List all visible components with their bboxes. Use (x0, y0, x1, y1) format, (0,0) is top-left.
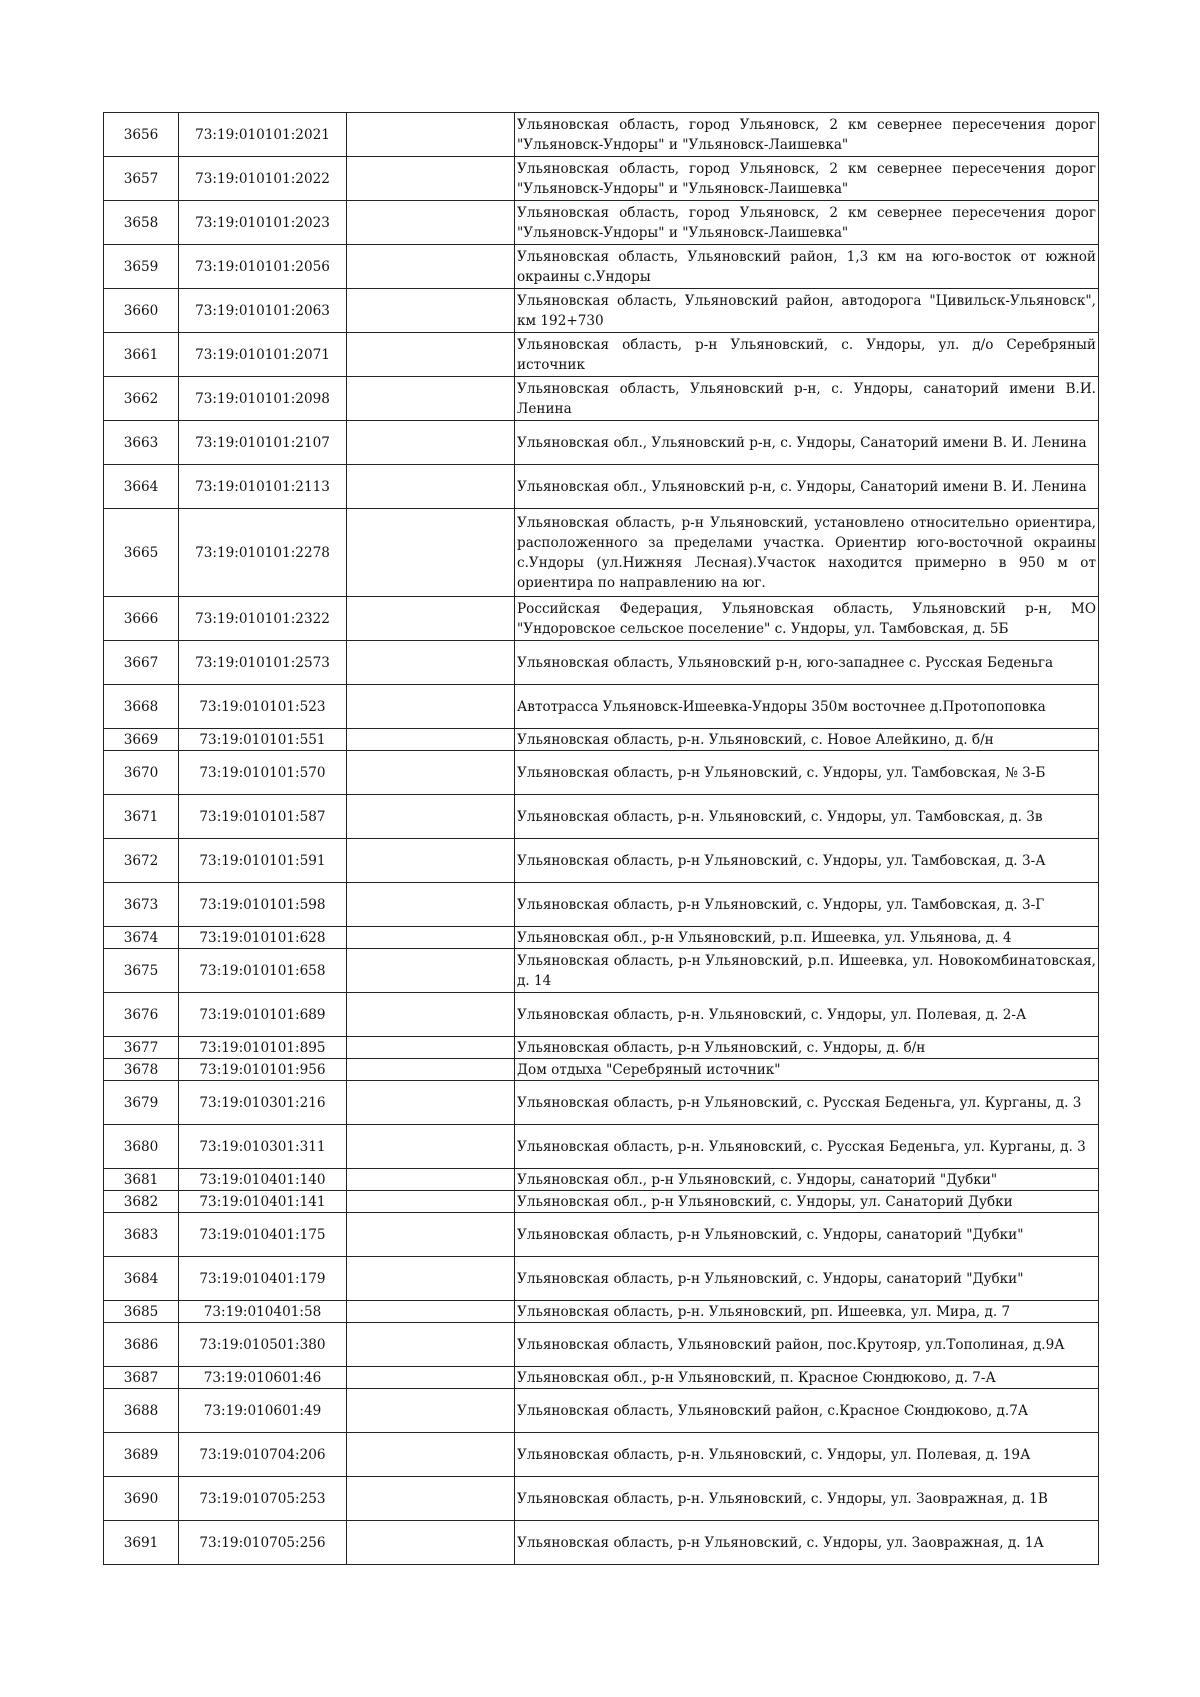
note-cell (347, 1433, 515, 1477)
row-number-cell: 3691 (104, 1521, 179, 1565)
note-cell (347, 751, 515, 795)
table-row (104, 1323, 1099, 1367)
table-row (104, 641, 1099, 685)
row-number-cell: 3676 (104, 993, 179, 1037)
row-number-cell: 3665 (104, 509, 179, 597)
address-cell: Ульяновская область, р-н Ульяновский, с. Ундоры, ул. Тамбовская, д. 3-А (515, 839, 1099, 883)
address-cell: Ульяновская область, р-н Ульяновский, с. Ундоры, санаторий "Дубки" (515, 1257, 1099, 1301)
table-row (104, 509, 1099, 597)
note-cell (347, 157, 515, 201)
table-row (104, 993, 1099, 1037)
row-number-cell: 3681 (104, 1169, 179, 1191)
cadastral-number-cell: 73:19:010101:628 (179, 927, 347, 949)
note-cell (347, 421, 515, 465)
address-cell: Дом отдыха "Серебряный источник" (515, 1059, 1099, 1081)
row-number-cell: 3660 (104, 289, 179, 333)
cadastral-number-cell: 73:19:010401:140 (179, 1169, 347, 1191)
cadastral-number-cell: 73:19:010705:256 (179, 1521, 347, 1565)
row-number-cell: 3684 (104, 1257, 179, 1301)
cadastral-number-cell: 73:19:010101:2098 (179, 377, 347, 421)
note-cell (347, 333, 515, 377)
address-cell: Ульяновская область, р-н. Ульяновский, с. Ундоры, ул. Заовражная, д. 1В (515, 1477, 1099, 1521)
row-number-cell: 3678 (104, 1059, 179, 1081)
address-cell: Ульяновская область, р-н Ульяновский, с. Ундоры, ул. Тамбовская, № 3-Б (515, 751, 1099, 795)
table-row (104, 201, 1099, 245)
address-cell: Ульяновская обл., р-н Ульяновский, п. Красное Сюндюково, д. 7-А (515, 1367, 1099, 1389)
address-cell: Ульяновская обл., р-н Ульяновский, с. Ундоры, ул. Санаторий Дубки (515, 1191, 1099, 1213)
row-number-cell: 3662 (104, 377, 179, 421)
table-row (104, 1081, 1099, 1125)
note-cell (347, 377, 515, 421)
row-number-cell: 3656 (104, 113, 179, 157)
row-number-cell: 3679 (104, 1081, 179, 1125)
cadastral-number-cell: 73:19:010501:380 (179, 1323, 347, 1367)
table-row (104, 927, 1099, 949)
row-number-cell: 3688 (104, 1389, 179, 1433)
address-cell: Ульяновская область, р-н. Ульяновский, с. Ундоры, ул. Полевая, д. 19А (515, 1433, 1099, 1477)
note-cell (347, 509, 515, 597)
land-registry-table (103, 112, 1099, 1565)
note-cell (347, 113, 515, 157)
table-row (104, 883, 1099, 927)
cadastral-number-cell: 73:19:010101:895 (179, 1037, 347, 1059)
cadastral-number-cell: 73:19:010401:175 (179, 1213, 347, 1257)
note-cell (347, 729, 515, 751)
cadastral-number-cell: 73:19:010301:311 (179, 1125, 347, 1169)
row-number-cell: 3682 (104, 1191, 179, 1213)
note-cell (347, 1125, 515, 1169)
note-cell (347, 465, 515, 509)
address-cell: Ульяновская область, р-н Ульяновский, с. Ундоры, д. б/н (515, 1037, 1099, 1059)
table-row (104, 795, 1099, 839)
table-row (104, 245, 1099, 289)
address-cell: Ульяновская область, Ульяновский район, пос.Крутояр, ул.Тополиная, д.9А (515, 1323, 1099, 1367)
note-cell (347, 1257, 515, 1301)
cadastral-number-cell: 73:19:010601:46 (179, 1367, 347, 1389)
address-cell: Ульяновская область, р-н Ульяновский, с. Русская Беденьга, ул. Курганы, д. 3 (515, 1081, 1099, 1125)
cadastral-number-cell: 73:19:010101:2022 (179, 157, 347, 201)
row-number-cell: 3683 (104, 1213, 179, 1257)
address-cell: Ульяновская обл., р-н Ульяновский, р.п. Ишеевка, ул. Ульянова, д. 4 (515, 927, 1099, 949)
table-row (104, 1301, 1099, 1323)
address-cell: Ульяновская область, Ульяновский р-н, с. Ундоры, санаторий имени В.И. Ленина (515, 377, 1099, 421)
cadastral-number-cell: 73:19:010101:2107 (179, 421, 347, 465)
note-cell (347, 1389, 515, 1433)
row-number-cell: 3675 (104, 949, 179, 993)
address-cell: Ульяновская область, р-н Ульяновский, р.п. Ишеевка, ул. Новокомбинатовская, д. 14 (515, 949, 1099, 993)
row-number-cell: 3658 (104, 201, 179, 245)
table-row (104, 289, 1099, 333)
row-number-cell: 3666 (104, 597, 179, 641)
note-cell (347, 1301, 515, 1323)
note-cell (347, 1323, 515, 1367)
row-number-cell: 3661 (104, 333, 179, 377)
cadastral-number-cell: 73:19:010101:2056 (179, 245, 347, 289)
cadastral-number-cell: 73:19:010101:2023 (179, 201, 347, 245)
table-row (104, 1125, 1099, 1169)
cadastral-number-cell: 73:19:010704:206 (179, 1433, 347, 1477)
address-cell: Автотрасса Ульяновск-Ишеевка-Ундоры 350м восточнее д.Протопоповка (515, 685, 1099, 729)
cadastral-number-cell: 73:19:010401:58 (179, 1301, 347, 1323)
cadastral-number-cell: 73:19:010101:2113 (179, 465, 347, 509)
note-cell (347, 1081, 515, 1125)
cadastral-number-cell: 73:19:010301:216 (179, 1081, 347, 1125)
table-row (104, 1191, 1099, 1213)
row-number-cell: 3685 (104, 1301, 179, 1323)
address-cell: Ульяновская область, город Ульяновск, 2 км севернее пересечения дорог "Ульяновск-Ундоры" и "Ульяновск-Лаишевка" (515, 157, 1099, 201)
table-row (104, 1213, 1099, 1257)
address-cell: Ульяновская область, р-н Ульяновский, с. Ундоры, санаторий "Дубки" (515, 1213, 1099, 1257)
cadastral-number-cell: 73:19:010101:658 (179, 949, 347, 993)
cadastral-number-cell: 73:19:010705:253 (179, 1477, 347, 1521)
table-row (104, 1169, 1099, 1191)
note-cell (347, 883, 515, 927)
table-row (104, 1477, 1099, 1521)
note-cell (347, 1521, 515, 1565)
cadastral-number-cell: 73:19:010101:2278 (179, 509, 347, 597)
table-row (104, 333, 1099, 377)
address-cell: Ульяновская область, р-н Ульяновский, с. Ундоры, ул. Тамбовская, д. 3-Г (515, 883, 1099, 927)
note-cell (347, 839, 515, 883)
cadastral-number-cell: 73:19:010101:570 (179, 751, 347, 795)
table-row (104, 751, 1099, 795)
address-cell: Ульяновская область, р-н Ульяновский, установлено относительно ориентира, расположенного за пределами участка. Ориентир юго-восточной окраины с.Ундоры (ул.Нижняя Лесная).Участок находится примерно в 950 м от ориентира по направлению на юг. (515, 509, 1099, 597)
table-row (104, 1389, 1099, 1433)
row-number-cell: 3667 (104, 641, 179, 685)
note-cell (347, 927, 515, 949)
table-row (104, 1037, 1099, 1059)
row-number-cell: 3663 (104, 421, 179, 465)
note-cell (347, 289, 515, 333)
row-number-cell: 3680 (104, 1125, 179, 1169)
address-cell: Ульяновская область, р-н Ульяновский, с. Ундоры, ул. Заовражная, д. 1А (515, 1521, 1099, 1565)
row-number-cell: 3672 (104, 839, 179, 883)
address-cell: Ульяновская область, р-н. Ульяновский, с. Русская Беденьга, ул. Курганы, д. 3 (515, 1125, 1099, 1169)
address-cell: Ульяновская обл., р-н Ульяновский, с. Ундоры, санаторий "Дубки" (515, 1169, 1099, 1191)
row-number-cell: 3671 (104, 795, 179, 839)
address-cell: Ульяновская обл., Ульяновский р-н, с. Ундоры, Санаторий имени В. И. Ленина (515, 421, 1099, 465)
cadastral-number-cell: 73:19:010101:689 (179, 993, 347, 1037)
table-row (104, 1367, 1099, 1389)
cadastral-number-cell: 73:19:010401:179 (179, 1257, 347, 1301)
note-cell (347, 949, 515, 993)
row-number-cell: 3668 (104, 685, 179, 729)
table-row (104, 1521, 1099, 1565)
row-number-cell: 3664 (104, 465, 179, 509)
address-cell: Ульяновская область, Ульяновский район, 1,3 км на юго-восток от южной окраины с.Ундоры (515, 245, 1099, 289)
table-row (104, 597, 1099, 641)
table-row (104, 113, 1099, 157)
note-cell (347, 1037, 515, 1059)
note-cell (347, 1477, 515, 1521)
cadastral-number-cell: 73:19:010101:2063 (179, 289, 347, 333)
cadastral-number-cell: 73:19:010401:141 (179, 1191, 347, 1213)
table-row (104, 421, 1099, 465)
cadastral-number-cell: 73:19:010101:523 (179, 685, 347, 729)
table-body (104, 113, 1099, 1565)
note-cell (347, 245, 515, 289)
address-cell: Ульяновская область, Ульяновский р-н, юго-западнее с. Русская Беденьга (515, 641, 1099, 685)
cadastral-number-cell: 73:19:010101:551 (179, 729, 347, 751)
address-cell: Ульяновская область, Ульяновский район, с.Красное Сюндюково, д.7А (515, 1389, 1099, 1433)
row-number-cell: 3674 (104, 927, 179, 949)
row-number-cell: 3690 (104, 1477, 179, 1521)
address-cell: Российская Федерация, Ульяновская область, Ульяновский р-н, МО "Ундоровское сельское поселение" с. Ундоры, ул. Тамбовская, д. 5Б (515, 597, 1099, 641)
table-row (104, 377, 1099, 421)
cadastral-number-cell: 73:19:010101:591 (179, 839, 347, 883)
row-number-cell: 3669 (104, 729, 179, 751)
cadastral-number-cell: 73:19:010101:2071 (179, 333, 347, 377)
row-number-cell: 3686 (104, 1323, 179, 1367)
row-number-cell: 3657 (104, 157, 179, 201)
row-number-cell: 3670 (104, 751, 179, 795)
note-cell (347, 685, 515, 729)
note-cell (347, 1169, 515, 1191)
row-number-cell: 3677 (104, 1037, 179, 1059)
table-row (104, 685, 1099, 729)
address-cell: Ульяновская область, город Ульяновск, 2 км севернее пересечения дорог "Ульяновск-Ундоры" и "Ульяновск-Лаишевка" (515, 201, 1099, 245)
row-number-cell: 3673 (104, 883, 179, 927)
note-cell (347, 597, 515, 641)
note-cell (347, 1213, 515, 1257)
table-row (104, 839, 1099, 883)
note-cell (347, 201, 515, 245)
address-cell: Ульяновская область, город Ульяновск, 2 км севернее пересечения дорог "Ульяновск-Ундоры" и "Ульяновск-Лаишевка" (515, 113, 1099, 157)
cadastral-number-cell: 73:19:010101:587 (179, 795, 347, 839)
address-cell: Ульяновская область, р-н. Ульяновский, с. Новое Алейкино, д. б/н (515, 729, 1099, 751)
row-number-cell: 3689 (104, 1433, 179, 1477)
note-cell (347, 641, 515, 685)
table-row (104, 465, 1099, 509)
note-cell (347, 795, 515, 839)
table-row (104, 157, 1099, 201)
address-cell: Ульяновская область, р-н. Ульяновский, с. Ундоры, ул. Полевая, д. 2-А (515, 993, 1099, 1037)
cadastral-number-cell: 73:19:010101:598 (179, 883, 347, 927)
table-row (104, 729, 1099, 751)
address-cell: Ульяновская область, р-н. Ульяновский, рп. Ишеевка, ул. Мира, д. 7 (515, 1301, 1099, 1323)
cadastral-number-cell: 73:19:010101:2322 (179, 597, 347, 641)
note-cell (347, 1367, 515, 1389)
cadastral-number-cell: 73:19:010101:2021 (179, 113, 347, 157)
note-cell (347, 1191, 515, 1213)
cadastral-number-cell: 73:19:010101:956 (179, 1059, 347, 1081)
address-cell: Ульяновская обл., Ульяновский р-н, с. Ундоры, Санаторий имени В. И. Ленина (515, 465, 1099, 509)
address-cell: Ульяновская область, р-н. Ульяновский, с. Ундоры, ул. Тамбовская, д. 3в (515, 795, 1099, 839)
table-row (104, 949, 1099, 993)
row-number-cell: 3659 (104, 245, 179, 289)
cadastral-number-cell: 73:19:010601:49 (179, 1389, 347, 1433)
note-cell (347, 993, 515, 1037)
table-row (104, 1257, 1099, 1301)
note-cell (347, 1059, 515, 1081)
address-cell: Ульяновская область, р-н Ульяновский, с. Ундоры, ул. д/о Серебряный источник (515, 333, 1099, 377)
address-cell: Ульяновская область, Ульяновский район, автодорога "Цивильск-Ульяновск", км 192+730 (515, 289, 1099, 333)
cadastral-number-cell: 73:19:010101:2573 (179, 641, 347, 685)
table-row (104, 1433, 1099, 1477)
row-number-cell: 3687 (104, 1367, 179, 1389)
table-row (104, 1059, 1099, 1081)
